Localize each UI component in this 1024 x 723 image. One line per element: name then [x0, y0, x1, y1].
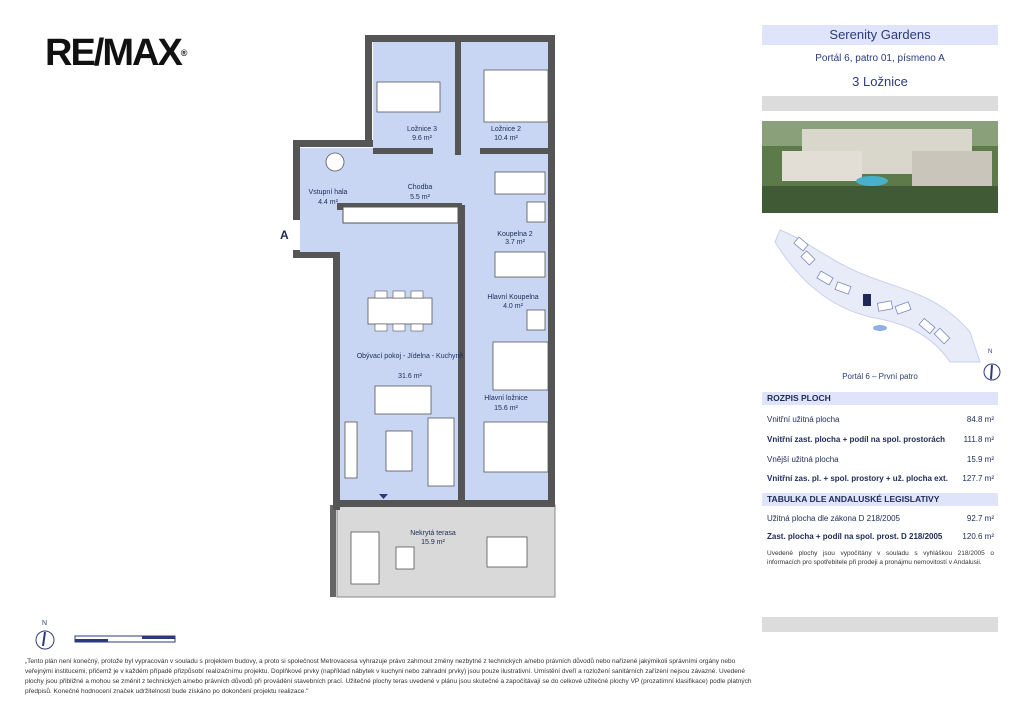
site-map-caption: Portál 6 – První patro [842, 372, 918, 381]
room-area: 5.5 m² [410, 194, 430, 201]
area-row: Užitná plocha dle zákona D 218/2005 92.7 m² [767, 514, 994, 523]
room-area: 10.4 m² [494, 135, 518, 142]
project-location: Portál 6, patro 01, písmeno A [815, 53, 945, 64]
compass-north-label: N [42, 620, 48, 627]
compass-scale [35, 620, 180, 654]
room-area: 4.4 m² [318, 199, 338, 206]
site-map [770, 222, 996, 372]
room-area: 9.6 m² [412, 135, 432, 142]
room-name: Koupelna 2 [497, 231, 533, 238]
room-area: 31.6 m² [398, 373, 422, 380]
areas-heading: ROZPIS PLOCH [762, 392, 998, 405]
disclaimer-text: „Tento plán není konečný, protože byl vypracován v souladu s projektem budovy, a proto si společnost Metrovacesa vyhrazuje právo zahrnout změny nezbytné z technických a/nebo právních důvodů nebo nařízené jakýmikoli správními orgány nebo veřejnými institucemi, přičemž je v každém případě přizpůsobí realizačnímu projektu. Doplňkové prvky (například nábytek v kuchyni nebo zahradní prvky) jsou pouze ilustrativní. Umístění dveří a rozložení sanitárních zařízení nejsou závazné. Uvedené plochy jsou přibližné a mohou se změnit z technických a/nebo právních důvodů při provádění stavebních prací. Užitečné plochy teras uvedené v plánu jsou skutečné a započítávají se do celkové užitečné plochy VP (prozatímní klasifikace) podle platných předpisů. Konečné hodnocení značek udržitelnosti bude získáno po dokončení projektu realizace." [25, 658, 752, 695]
room-name: Nekrytá terasa [410, 530, 456, 537]
room-name: Chodba [407, 184, 433, 191]
room-name: Hlavní Koupelna [487, 294, 539, 301]
area-row: Vnitřní zast. plocha + podíl na spol. prostorách 111.8 m² [767, 435, 994, 444]
area-row: Vnitřní užitná plocha 84.8 m² [767, 415, 994, 424]
bedrooms-label: 3 Ložnice [852, 74, 908, 89]
room-name: Ložnice 2 [491, 126, 521, 133]
legislation-heading: TABULKA DLE ANDALUSKÉ LEGISLATIVY [762, 493, 998, 506]
room-name: Hlavní ložnice [484, 395, 528, 402]
floor-plan [285, 30, 570, 600]
area-row: Vnější užitná plocha 15.9 m² [767, 455, 994, 464]
room-area: 15.9 m² [421, 539, 445, 546]
remax-logo: RE/MAX® [45, 32, 188, 74]
room-area: 15.6 m² [494, 405, 518, 412]
site-map-north-label: N [988, 349, 993, 355]
area-row: Zast. plocha + podíl na spol. prost. D 218/2005 120.6 m² [767, 532, 994, 541]
room-name: Obývací pokoj - Jídelna - Kuchyně [356, 353, 464, 360]
room-area: 3.7 m² [505, 239, 525, 246]
room-name: Ložnice 3 [407, 126, 437, 133]
room-name: Vstupní hala [308, 189, 348, 196]
entrance-marker: A [280, 228, 289, 242]
room-area: 4.0 m² [503, 303, 523, 310]
bottom-bar [762, 617, 998, 632]
divider-bar [762, 96, 998, 111]
aerial-photo [762, 121, 998, 213]
project-title: Serenity Gardens [762, 25, 998, 45]
legislation-note: Uvedené plochy jsou vypočítány v souladu s vyhláškou 218/2005 o informacích pro spotřebitele při prodeji a pronájmu nemovitostí v Andalusii. [767, 550, 994, 566]
area-row: Vnitřní zas. pl. + spol. prostory + už. plocha ext. 127.7 m² [767, 474, 994, 483]
